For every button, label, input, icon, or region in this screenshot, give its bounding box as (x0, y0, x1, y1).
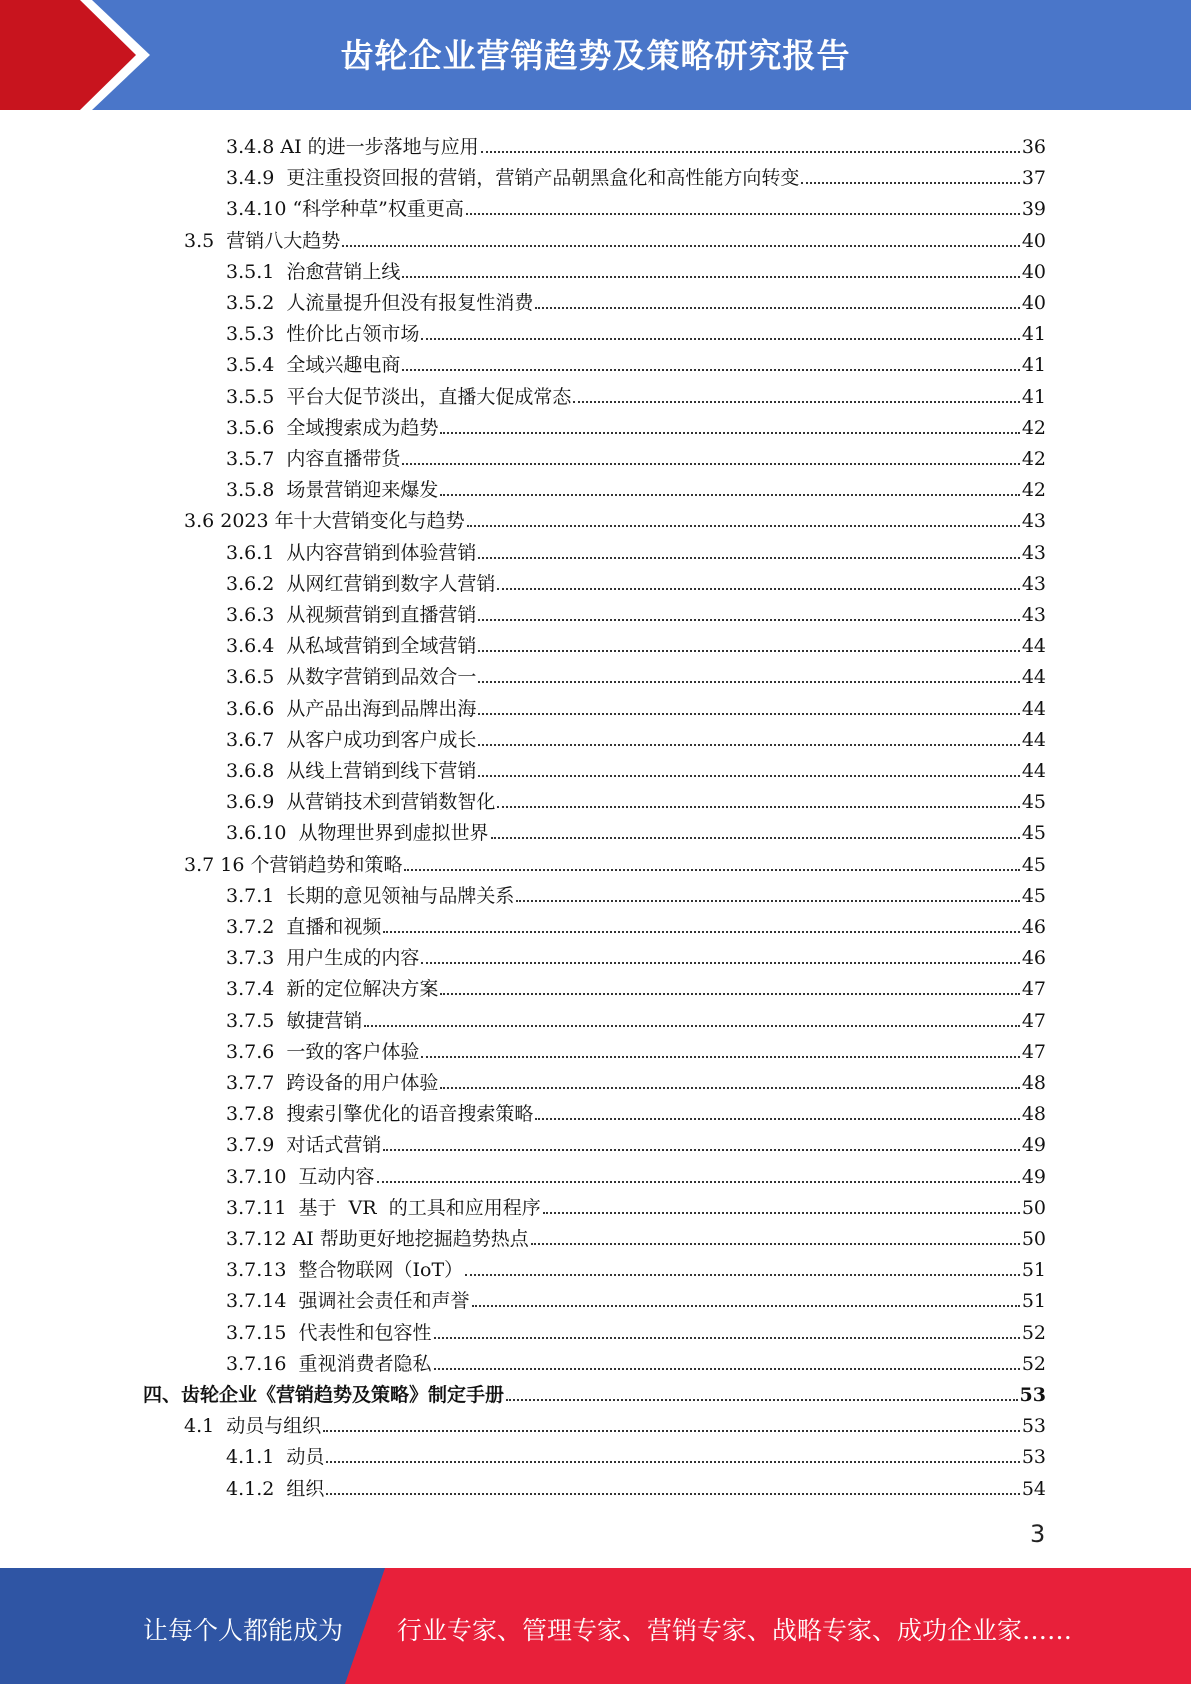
toc-entry-label: 3.6.6 从产品出海到品牌出海 (226, 697, 477, 720)
toc-entry-label: 3.6.10 从物理世界到虚拟世界 (226, 822, 489, 845)
toc-entry[interactable] (226, 471, 1046, 502)
toc-leader-dots (383, 1149, 1019, 1151)
toc-leader-dots (440, 1087, 1019, 1089)
toc-entry-page: 43 (1021, 572, 1046, 595)
toc-entry[interactable] (226, 690, 1046, 721)
page-number: 3 (1030, 1520, 1046, 1548)
toc-leader-dots (478, 713, 1019, 715)
toc-leader-dots (467, 525, 1020, 527)
toc-entry-page: 41 (1021, 385, 1046, 408)
toc-entry-label: 3.7.6 一致的客户体验 (226, 1040, 420, 1063)
toc-entry[interactable] (226, 814, 1046, 845)
toc-entry-page: 44 (1021, 635, 1046, 658)
toc-entry-page: 47 (1021, 978, 1046, 1001)
toc-entry-page: 40 (1021, 292, 1046, 314)
toc-entry-page: 42 (1021, 448, 1046, 470)
toc-entry-label: 3.5.8 场景营销迎来爆发 (226, 479, 439, 502)
toc-leader-dots (421, 962, 1019, 964)
toc-leader-dots (421, 338, 1019, 340)
toc-entry-label: 3.7.4 新的定位解决方案 (226, 978, 439, 1001)
toc-entry[interactable] (184, 1407, 1046, 1438)
toc-entry[interactable] (226, 1282, 1046, 1313)
toc-entry[interactable] (184, 846, 1046, 877)
toc-entry[interactable] (226, 378, 1046, 409)
footer-slogan-right: 行业专家、管理专家、营销专家、战略专家、成功企业家…… (397, 1616, 1073, 1645)
toc-entry-page: 44 (1021, 666, 1046, 689)
toc-entry-page: 43 (1021, 604, 1046, 626)
report-title: 齿轮企业营销趋势及策略研究报告 (340, 36, 851, 75)
toc-entry-page: 50 (1021, 1196, 1046, 1219)
toc-entry-label: 3.5.5 平台大促节淡出，直播大促成常态 (226, 385, 572, 408)
header-banner (0, 0, 1191, 110)
toc-entry-page: 52 (1021, 1321, 1046, 1344)
toc-entry[interactable] (184, 502, 1046, 533)
toc-leader-dots (404, 869, 1019, 871)
toc-entry-page: 44 (1021, 760, 1046, 782)
toc-entry-label: 3.5.4 全域兴趣电商 (226, 354, 401, 377)
toc-entry-label: 3.6.1 从内容营销到体验营销 (226, 541, 477, 564)
toc-entry-page: 53 (1021, 1415, 1046, 1438)
toc-entry-page: 45 (1021, 791, 1046, 814)
toc-entry-label: 3.5.1 治愈营销上线 (226, 260, 401, 283)
toc-entry-label: 3.5.6 全域搜索成为趋势 (226, 416, 439, 439)
toc-entry-label: 3.6.9 从营销技术到营销数智化 (226, 791, 496, 814)
toc-leader-dots (478, 681, 1019, 683)
toc-leader-dots (516, 900, 1019, 902)
toc-leader-dots (491, 837, 1020, 839)
toc-entry-label: 4.1.2 组织 (226, 1477, 325, 1500)
toc-entry-page: 42 (1021, 416, 1046, 439)
toc-leader-dots (421, 1056, 1019, 1058)
toc-entry-label: 3.6.2 从网红营销到数字人营销 (226, 572, 496, 595)
toc-entry[interactable] (184, 222, 1046, 253)
toc-entry[interactable] (226, 752, 1046, 783)
toc-leader-dots (543, 1212, 1020, 1214)
toc-entry[interactable] (226, 1095, 1046, 1126)
toc-entry-label: 3.7.7 跨设备的用户体验 (226, 1072, 439, 1094)
toc-entry-label: 3.6.5 从数字营销到品效合一 (226, 666, 477, 689)
toc-entry[interactable] (226, 908, 1046, 939)
toc-entry[interactable] (226, 1002, 1046, 1033)
toc-entry-label: 四、齿轮企业《营销趋势及策略》制定手册 (143, 1384, 505, 1406)
toc-entry-label: 4.1.1 动员 (226, 1446, 325, 1469)
toc-entry-page: 46 (1021, 916, 1046, 938)
toc-leader-dots (440, 432, 1019, 434)
toc-leader-dots (478, 775, 1019, 777)
toc-leader-dots (326, 1461, 1019, 1463)
toc-entry-label: 3.6.4 从私域营销到全域营销 (226, 635, 477, 658)
footer-banner (0, 1568, 1191, 1684)
toc-entry-page: 45 (1021, 822, 1046, 845)
toc-entry-label: 3.7.10 互动内容 (226, 1165, 375, 1188)
toc-leader-dots (478, 744, 1019, 746)
toc-entry-page: 40 (1021, 260, 1046, 283)
toc-leader-dots (465, 1274, 1020, 1276)
footer-slogan-left: 让每个人都能成为 (143, 1616, 344, 1645)
toc-entry-label: 3.4.9 更注重投资回报的营销，营销产品朝黑盒化和高性能方向转变 (226, 167, 800, 190)
toc-entry-page: 49 (1021, 1165, 1046, 1188)
toc-leader-dots (535, 1118, 1019, 1120)
toc-entry[interactable] (226, 565, 1046, 596)
toc-entry-label: 4.1 动员与组织 (184, 1415, 322, 1438)
toc-entry-label: 3.5 营销八大趋势 (184, 229, 341, 252)
toc-leader-dots (440, 494, 1019, 496)
toc-entry[interactable] (226, 1158, 1046, 1189)
toc-entry[interactable] (226, 721, 1046, 752)
toc-entry-page: 43 (1021, 541, 1046, 564)
toc-entry-page: 53 (1021, 1446, 1046, 1469)
toc-entry-label: 3.7.16 重视消费者隐私 (226, 1352, 432, 1375)
toc-entry-page: 47 (1021, 1040, 1046, 1063)
toc-leader-dots (531, 1243, 1020, 1245)
toc-entry[interactable] (226, 440, 1046, 471)
toc-leader-dots (434, 1368, 1020, 1370)
toc-entry[interactable] (226, 658, 1046, 689)
toc-entry-page: 45 (1021, 884, 1046, 907)
toc-entry[interactable] (226, 877, 1046, 908)
toc-entry[interactable] (226, 159, 1046, 190)
toc-entry[interactable] (226, 1064, 1046, 1095)
toc-entry-label: 3.7.5 敏捷营销 (226, 1009, 363, 1032)
toc-entry-page: 44 (1021, 728, 1046, 751)
toc-leader-dots (326, 1493, 1019, 1495)
toc-leader-dots (481, 151, 1020, 153)
toc-entry-label: 3.6.8 从线上营销到线下营销 (226, 760, 477, 782)
toc-entry-page: 39 (1021, 198, 1046, 221)
toc-leader-dots (535, 307, 1019, 309)
toc-entry-label: 3.4.10 “科学种草”权重更高 (226, 198, 464, 221)
toc-entry-page: 50 (1021, 1228, 1046, 1250)
toc-entry-label: 3.7.8 搜索引擎优化的语音搜索策略 (226, 1103, 534, 1126)
toc-entry-label: 3.6.7 从客户成功到客户成长 (226, 728, 477, 751)
toc-entry[interactable] (143, 1376, 1046, 1407)
toc-entry[interactable] (226, 284, 1046, 315)
toc-entry-page: 43 (1021, 510, 1046, 533)
toc-leader-dots (323, 1430, 1020, 1432)
toc-entry[interactable] (226, 190, 1046, 221)
toc-leader-dots (472, 1305, 1020, 1307)
toc-entry-page: 51 (1021, 1259, 1046, 1282)
toc-entry[interactable] (226, 596, 1046, 627)
toc-leader-dots (478, 557, 1019, 559)
toc-leader-dots (342, 245, 1020, 247)
toc-entry-page: 54 (1021, 1477, 1046, 1500)
toc-entry-label: 3.5.2 人流量提升但没有报复性消费 (226, 292, 534, 314)
toc-entry[interactable] (226, 1220, 1046, 1251)
toc-entry-page: 42 (1021, 479, 1046, 502)
toc-entry[interactable] (226, 315, 1046, 346)
toc-entry[interactable] (226, 534, 1046, 565)
toc-entry[interactable] (226, 970, 1046, 1001)
toc-entry-label: 3.7.9 对话式营销 (226, 1134, 382, 1157)
toc-entry-label: 3.7.13 整合物联网（IoT） (226, 1259, 464, 1282)
toc-leader-dots (466, 213, 1020, 215)
toc-entry[interactable] (226, 1126, 1046, 1157)
toc-entry-label: 3.7.1 长期的意见领袖与品牌关系 (226, 884, 515, 907)
toc-entry-page: 45 (1021, 853, 1046, 876)
toc-entry-label: 3.7.12 AI 帮助更好地挖掘趋势热点 (226, 1228, 529, 1250)
toc-entry-page: 41 (1021, 323, 1046, 346)
toc-leader-dots (506, 1399, 1018, 1401)
toc-entry-page: 48 (1021, 1072, 1046, 1094)
toc-entry[interactable] (226, 1345, 1046, 1376)
toc-leader-dots (364, 1025, 1019, 1027)
toc-entry[interactable] (226, 627, 1046, 658)
toc-entry-label: 3.6.3 从视频营销到直播营销 (226, 604, 477, 626)
toc-leader-dots (434, 1337, 1020, 1339)
toc-entry-page: 48 (1021, 1103, 1046, 1126)
toc-leader-dots (478, 650, 1019, 652)
toc-entry-page: 44 (1021, 697, 1046, 720)
toc-leader-dots (383, 931, 1019, 933)
toc-entry[interactable] (226, 409, 1046, 440)
toc-leader-dots (377, 1181, 1020, 1183)
toc-entry-page: 49 (1021, 1134, 1046, 1157)
toc-leader-dots (402, 276, 1019, 278)
toc-leader-dots (402, 369, 1019, 371)
toc-entry-page: 53 (1019, 1384, 1046, 1406)
toc-entry[interactable] (226, 346, 1046, 377)
toc-entry-page: 36 (1021, 136, 1046, 158)
toc-entry-page: 46 (1021, 947, 1046, 970)
toc-entry-label: 3.7.14 强调社会责任和声誉 (226, 1290, 470, 1313)
toc-leader-dots (497, 588, 1019, 590)
toc-entry[interactable] (226, 1438, 1046, 1469)
toc-entry[interactable] (226, 1189, 1046, 1220)
toc-entry-label: 3.6 2023 年十大营销变化与趋势 (184, 510, 465, 533)
toc-entry[interactable] (226, 1314, 1046, 1345)
toc-leader-dots (440, 993, 1019, 995)
toc-leader-dots (402, 463, 1019, 465)
toc-entry-label: 3.7.2 直播和视频 (226, 916, 382, 938)
toc-entry[interactable] (226, 1033, 1046, 1064)
toc-entry-label: 3.7.15 代表性和包容性 (226, 1321, 432, 1344)
toc-leader-dots (478, 619, 1019, 621)
toc-entry[interactable] (226, 128, 1046, 159)
toc-entry[interactable] (226, 783, 1046, 814)
toc-entry[interactable] (226, 253, 1046, 284)
toc-entry-label: 3.4.8 AI 的进一步落地与应用 (226, 136, 479, 158)
toc-entry-label: 3.7.3 用户生成的内容 (226, 947, 420, 970)
toc-entry-label: 3.7.11 基于 VR 的工具和应用程序 (226, 1196, 541, 1219)
toc-entry-label: 3.5.3 性价比占领市场 (226, 323, 420, 346)
toc-entry-label: 3.5.7 内容直播带货 (226, 448, 401, 470)
toc-entry-page: 40 (1021, 229, 1046, 252)
toc-entry[interactable] (226, 1470, 1046, 1501)
toc-entry-page: 41 (1021, 354, 1046, 377)
toc-entry-page: 47 (1021, 1009, 1046, 1032)
toc-leader-dots (801, 182, 1019, 184)
toc-entry-label: 3.7 16 个营销趋势和策略 (184, 853, 403, 876)
toc-entry-page: 37 (1021, 167, 1046, 190)
toc-entry-page: 51 (1021, 1290, 1046, 1313)
toc-leader-dots (573, 401, 1019, 403)
toc-entry-page: 52 (1021, 1352, 1046, 1375)
toc-entry[interactable] (226, 939, 1046, 970)
toc-leader-dots (497, 806, 1019, 808)
toc-entry[interactable] (226, 1251, 1046, 1282)
